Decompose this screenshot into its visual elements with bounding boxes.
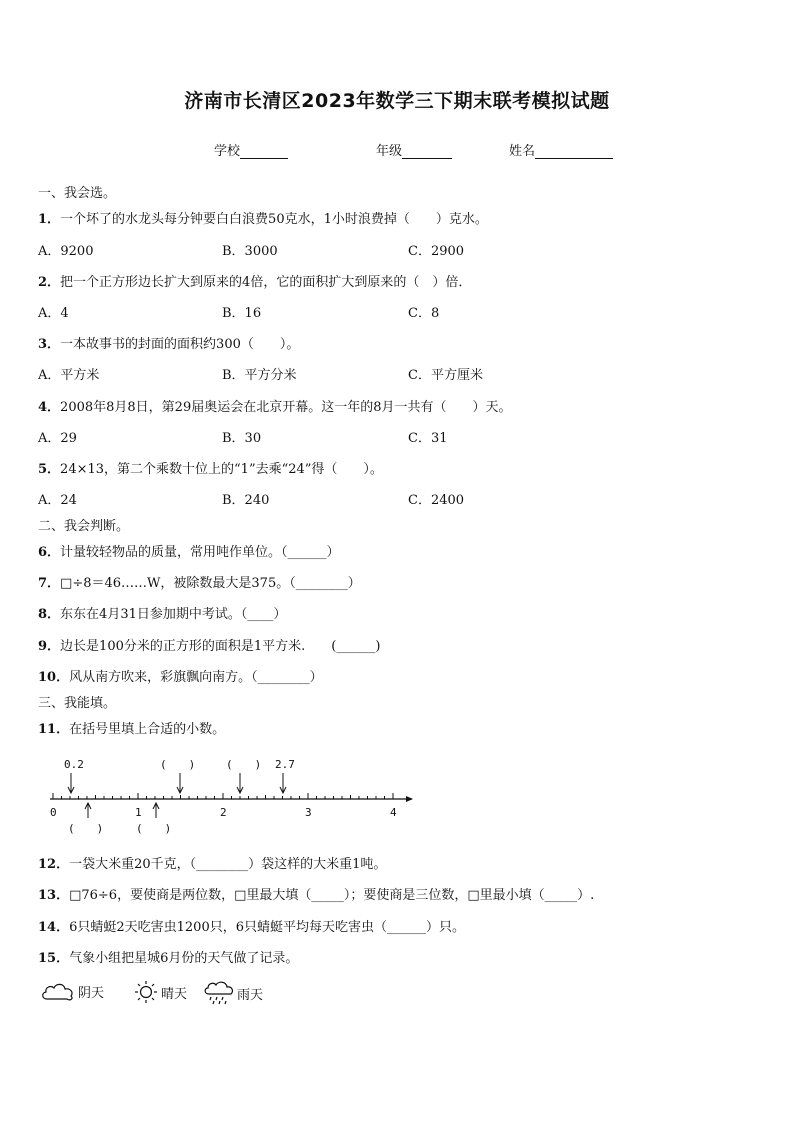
option-a[interactable]: A．9200: [38, 244, 94, 259]
option-a[interactable]: A．4: [38, 306, 69, 321]
rain-cloud-icon: [203, 980, 235, 1006]
option-c[interactable]: C．31: [408, 431, 448, 446]
section-heading: 三、我能填。: [38, 696, 117, 711]
top-label: 2.7: [275, 758, 295, 771]
top-label: 0.2: [64, 758, 84, 771]
question-text: □÷8＝46……W，被除数最大是375。（________）: [60, 576, 361, 591]
question-number: 1．: [38, 212, 61, 227]
question-number: 6．: [38, 545, 61, 560]
bottom-label-blank[interactable]: ( ): [136, 822, 172, 835]
question-number: 13．: [38, 888, 70, 903]
question-text: 2008年8月8日，第29届奥运会在北京开幕。这一年的8月一共有（ ）天。: [60, 400, 512, 415]
option-a[interactable]: A．平方米: [38, 368, 100, 383]
question-9: [38, 635, 380, 654]
top-arrows: [68, 773, 286, 793]
question-12: [38, 853, 386, 872]
question-number: 9．: [38, 639, 61, 654]
question-1: [38, 208, 488, 227]
school-field: [214, 140, 288, 159]
grade-blank[interactable]: [402, 144, 452, 159]
question-number: 7．: [38, 576, 61, 591]
question-number: 14．: [38, 920, 70, 935]
question-number: 4．: [38, 400, 61, 415]
question-number: 8．: [38, 607, 61, 622]
question-number: 3．: [38, 337, 61, 352]
question-number: 11．: [38, 722, 70, 737]
weather-sunny: [133, 980, 187, 1004]
grade-field: [376, 140, 452, 159]
question-2: [38, 271, 471, 290]
section-heading: 二、我会判断。: [38, 519, 130, 534]
question-text: 把一个正方形边长扩大到原来的4倍，它的面积扩大到原来的（ ）倍．: [60, 275, 472, 290]
question-text: 计量较轻物品的质量，常用吨作单位。（______）: [60, 545, 340, 560]
question-11: [38, 718, 225, 737]
bottom-arrows: [85, 803, 159, 818]
weather-label: 雨天: [237, 987, 264, 1003]
option-b[interactable]: B．16: [222, 306, 262, 321]
name-blank[interactable]: [535, 144, 613, 159]
question-number: 2．: [38, 275, 61, 290]
name-field: [509, 140, 613, 159]
question-13: [38, 884, 594, 903]
weather-label: 晴天: [161, 986, 188, 1002]
page-title: 济南市长清区2023年数学三下期末联考模拟试题: [184, 90, 610, 112]
question-10: [38, 666, 323, 685]
option-c[interactable]: C．2900: [408, 244, 465, 259]
question-6: [38, 541, 340, 560]
sun-icon: [133, 980, 159, 1004]
question-number: 15．: [38, 951, 70, 966]
option-b[interactable]: B．240: [222, 493, 270, 508]
grade-label: 年级: [376, 144, 403, 159]
name-label: 姓名: [509, 144, 536, 159]
question-8: [38, 603, 286, 622]
question-text: 气象小组把星城6月份的天气做了记录。: [69, 951, 299, 966]
question-number: 12．: [38, 857, 70, 872]
question-15: [38, 947, 298, 966]
question-number: 5．: [38, 462, 61, 477]
top-label-blank[interactable]: ( ): [160, 758, 196, 771]
question-14: [38, 916, 465, 935]
question-text: 6只蜻蜓2天吃害虫1200只，6只蜻蜓平均每天吃害虫（______）只。: [69, 920, 465, 935]
question-5: [38, 458, 383, 477]
question-3: [38, 333, 299, 352]
section-heading: 一、我会选。: [38, 186, 117, 201]
axis-label: 2: [220, 806, 227, 819]
question-text: □76÷6，要使商是两位数，□里最大填（_____）；要使商是三位数，□里最小填（_____）.: [69, 888, 595, 903]
option-a[interactable]: A．29: [38, 431, 77, 446]
option-b[interactable]: B．平方分米: [222, 368, 297, 383]
question-number: 10．: [38, 670, 70, 685]
option-c[interactable]: C．平方厘米: [408, 368, 483, 383]
option-a[interactable]: A．24: [38, 493, 77, 508]
question-4: [38, 396, 512, 415]
axis-label: 1: [135, 806, 142, 819]
axis-label: 3: [305, 806, 312, 819]
option-c[interactable]: C．8: [408, 306, 440, 321]
top-label-blank[interactable]: ( ): [226, 758, 262, 771]
question-text: 边长是100分米的正方形的面积是1平方米. (______): [60, 639, 381, 654]
weather-rainy: [203, 980, 263, 1006]
question-7: [38, 572, 361, 591]
question-text: 一个坏了的水龙头每分钟要白白浪费50克水，1小时浪费掉（ ）克水。: [60, 212, 488, 227]
weather-cloudy: [40, 980, 104, 1002]
cloud-icon: [40, 980, 76, 1002]
weather-label: 阴天: [78, 985, 105, 1001]
question-text: 东东在4月31日参加期中考试。（____）: [60, 607, 287, 622]
number-line: [40, 752, 420, 842]
question-text: 一袋大米重20千克，（________）袋这样的大米重1吨。: [69, 857, 387, 872]
axis-label: 4: [390, 806, 397, 819]
bottom-label-blank[interactable]: ( ): [68, 822, 104, 835]
school-blank[interactable]: [240, 144, 288, 159]
option-b[interactable]: B．3000: [222, 244, 278, 259]
axis-label: 0: [50, 806, 57, 819]
question-text: 在括号里填上合适的小数。: [69, 722, 226, 737]
question-text: 24×13，第二个乘数十位上的“1”去乘“24”得（ ）。: [60, 462, 383, 477]
option-b[interactable]: B．30: [222, 431, 262, 446]
question-text: 一本故事书的封面的面积约300（ ）。: [60, 337, 300, 352]
option-c[interactable]: C．2400: [408, 493, 465, 508]
axis: [50, 793, 413, 802]
question-text: 风从南方吹来，彩旗飘向南方。（________）: [69, 670, 323, 685]
school-label: 学校: [214, 144, 241, 159]
